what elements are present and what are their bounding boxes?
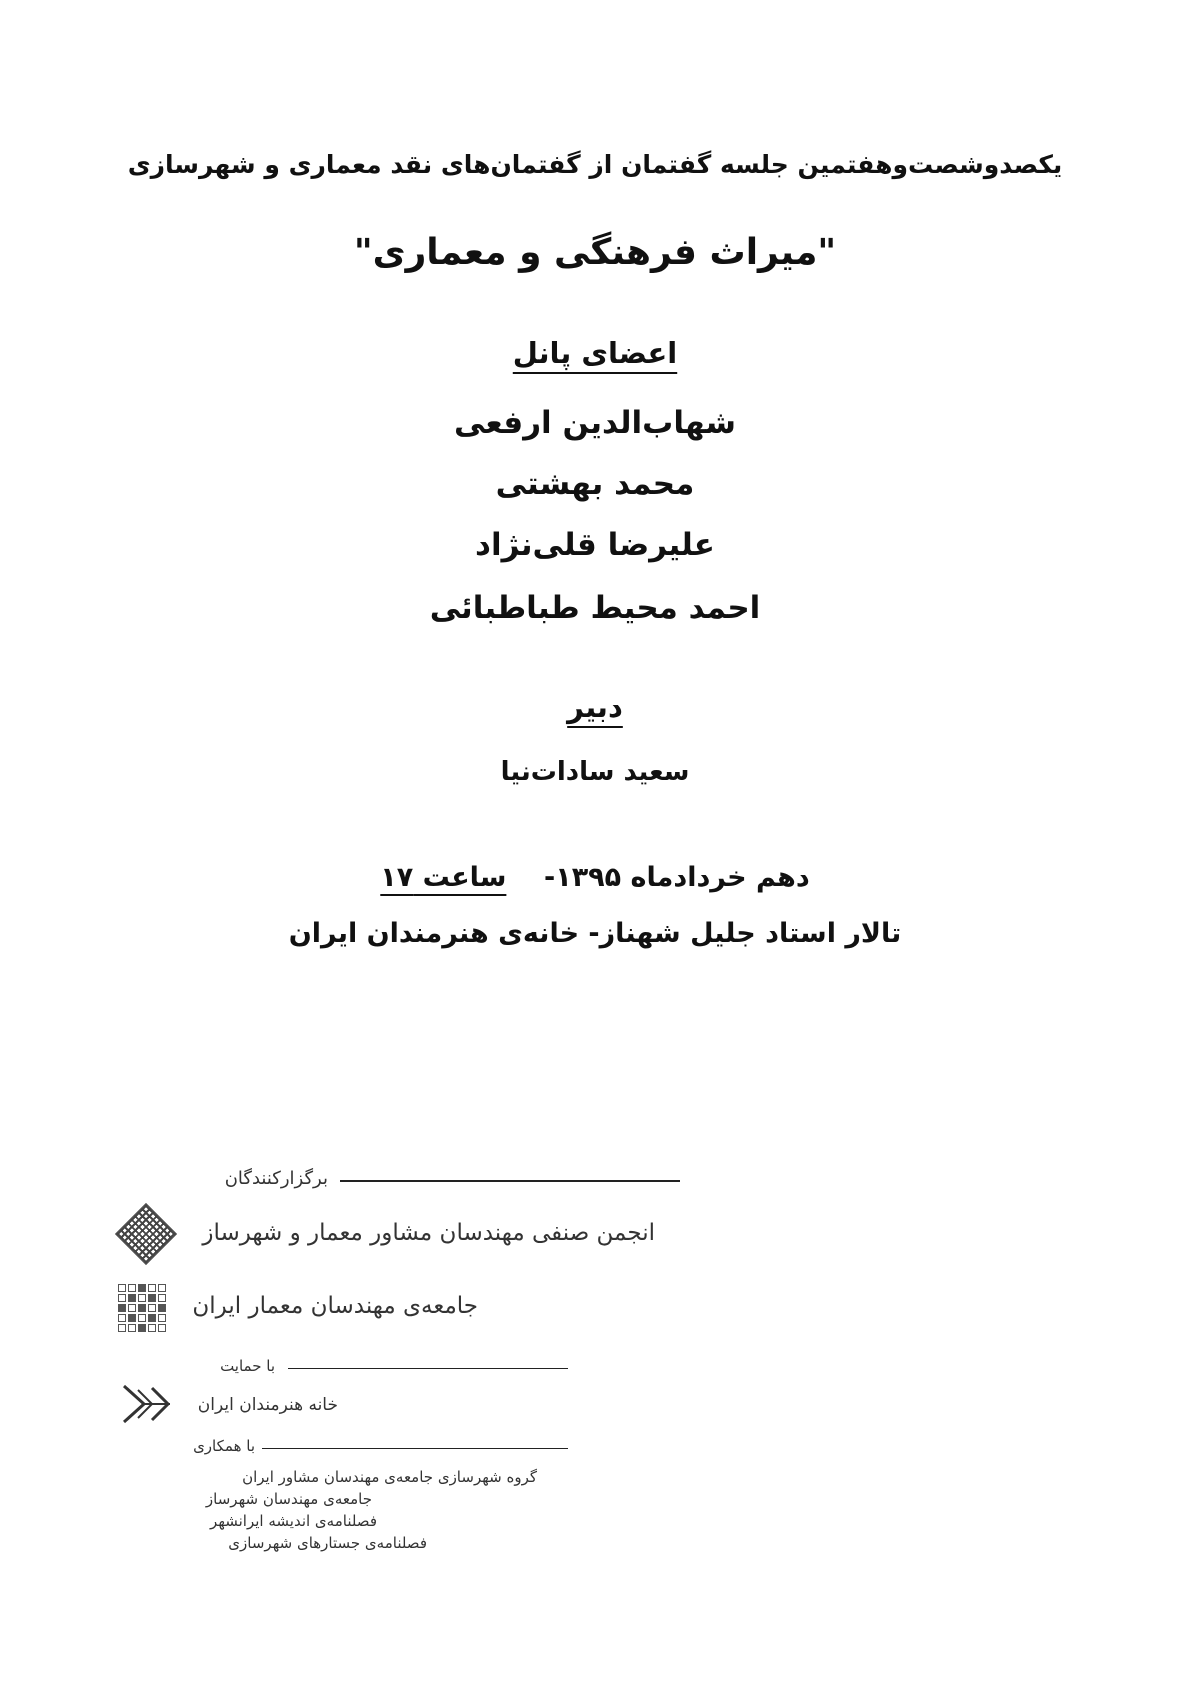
- event-time: ساعت ۱۷: [380, 862, 507, 893]
- grid-logo-icon: [118, 1284, 166, 1332]
- panel-member: محمد بهشتی: [495, 466, 695, 502]
- series-title: یکصدوشصت‌وهفتمین جلسه گفتمان از گفتمان‌های نقد معماری و شهرسازی: [127, 150, 1063, 179]
- moderator-heading-text: دبیر: [567, 690, 623, 724]
- organizers-label: برگزارکنندگان: [224, 1168, 328, 1189]
- support-divider: [288, 1368, 568, 1369]
- collab-label: با همکاری: [193, 1437, 255, 1455]
- organizer-name: جامعه‌ی مهندسان معمار ایران: [192, 1293, 478, 1319]
- event-date-time: [0, 862, 1190, 893]
- panel-member: شهاب‌الدین ارفعی: [454, 405, 736, 441]
- support-label: با حمایت: [220, 1357, 275, 1375]
- moderator-heading: [0, 690, 1190, 724]
- collaborator-item: جامعه‌ی مهندسان شهرساز: [205, 1490, 372, 1508]
- event-date: دهم خردادماه ۱۳۹۵-: [544, 862, 810, 893]
- panel-member: احمد محیط طباطبائی: [429, 590, 761, 626]
- organizer-name: انجمن صنفی مهندسان مشاور معمار و شهرساز: [202, 1220, 655, 1246]
- collaborator-item: فصلنامه‌ی جستارهای شهرسازی: [228, 1534, 427, 1552]
- support-name: خانه هنرمندان ایران: [197, 1395, 338, 1415]
- collaborator-item: فصلنامه‌ی اندیشه ایرانشهر: [210, 1512, 377, 1530]
- page-title: "میراث فرهنگی و معماری": [353, 232, 837, 273]
- diamond-lattice-logo-icon: [115, 1203, 177, 1265]
- collaborator-item: گروه شهرسازی جامعه‌ی مهندسان مشاور ایران: [242, 1468, 537, 1486]
- panel-member: علیرضا قلی‌نژاد: [475, 527, 715, 563]
- collab-divider: [262, 1448, 568, 1449]
- moderator-name: سعید سادات‌نیا: [500, 757, 690, 787]
- panel-heading-text: اعضای پانل: [512, 336, 678, 370]
- panel-heading: [0, 336, 1190, 370]
- organizers-divider: [340, 1180, 680, 1182]
- artists-house-logo-icon: [118, 1380, 174, 1428]
- event-venue: تالار استاد جلیل شهناز- خانه‌ی هنرمندان ایران: [288, 918, 902, 949]
